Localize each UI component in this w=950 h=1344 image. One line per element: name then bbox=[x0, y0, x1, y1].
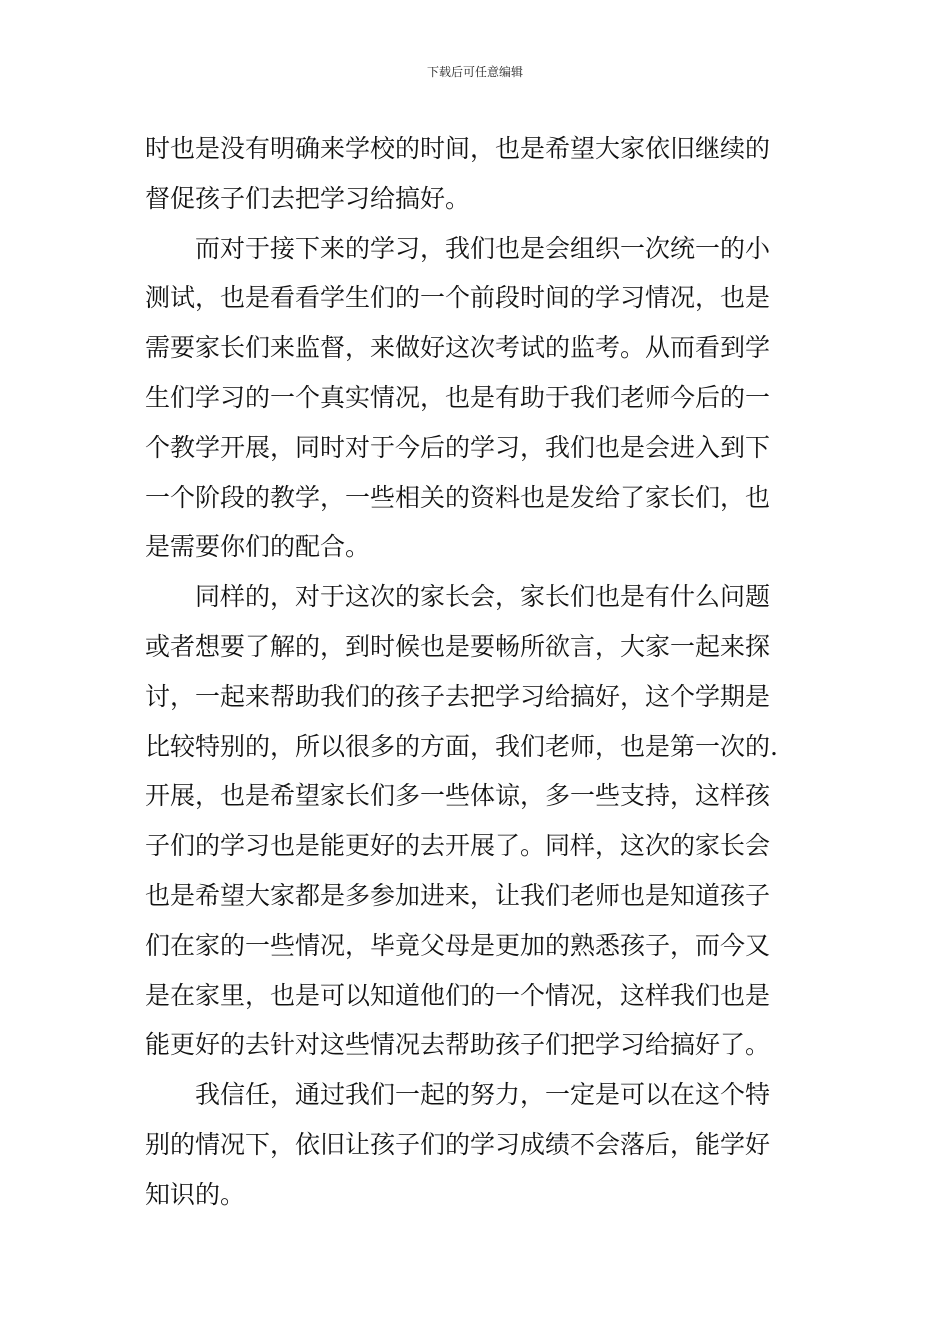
text-line: 一个阶段的教学，一些相关的资料也是发给了家长们，也 bbox=[145, 482, 771, 512]
text-line: 比较特别的，所以很多的方面，我们老师，也是第一次的. bbox=[145, 731, 778, 761]
text-line: 别的情况下，依旧让孩子们的学习成绩不会落后，能学好 bbox=[145, 1129, 771, 1159]
text-line: 需要家长们来监督，来做好这次考试的监考。从而看到学 bbox=[145, 333, 771, 363]
text-line: 是需要你们的配合。 bbox=[145, 532, 371, 562]
text-line: 测试，也是看看学生们的一个前段时间的学习情况，也是 bbox=[145, 283, 771, 313]
text-line: 开展，也是希望家长们多一些体谅，多一些支持，这样孩 bbox=[145, 781, 771, 811]
text-line: 是在家里，也是可以知道他们的一个情况，这样我们也是 bbox=[145, 980, 771, 1010]
text-line: 讨，一起来帮助我们的孩子去把学习给搞好，这个学期是 bbox=[145, 681, 771, 711]
document-body bbox=[145, 124, 810, 1220]
text-line: 督促孩子们去把学习给搞好。 bbox=[145, 183, 471, 213]
text-line: 我信任，通过我们一起的努力，一定是可以在这个特 bbox=[195, 1080, 771, 1110]
text-line: 知识的。 bbox=[145, 1179, 246, 1209]
text-line: 而对于接下来的学习，我们也是会组织一次统一的小 bbox=[195, 233, 771, 263]
text-line: 个教学开展，同时对于今后的学习，我们也是会进入到下 bbox=[145, 432, 771, 462]
text-line: 生们学习的一个真实情况，也是有助于我们老师今后的一 bbox=[145, 382, 771, 412]
text-line: 也是希望大家都是多参加进来，让我们老师也是知道孩子 bbox=[145, 880, 771, 910]
text-line: 们在家的一些情况，毕竟父母是更加的熟悉孩子，而今又 bbox=[145, 930, 771, 960]
text-line: 子们的学习也是能更好的去开展了。同样，这次的家长会 bbox=[145, 831, 771, 861]
page-header: 下载后可任意编辑 bbox=[426, 65, 523, 79]
text-line: 能更好的去针对这些情况去帮助孩子们把学习给搞好了。 bbox=[145, 1030, 771, 1060]
text-line: 同样的，对于这次的家长会，家长们也是有什么问题 bbox=[195, 582, 771, 612]
text-line: 时也是没有明确来学校的时间，也是希望大家依旧继续的 bbox=[145, 134, 771, 163]
text-line: 或者想要了解的，到时候也是要畅所欲言，大家一起来探 bbox=[145, 631, 771, 661]
